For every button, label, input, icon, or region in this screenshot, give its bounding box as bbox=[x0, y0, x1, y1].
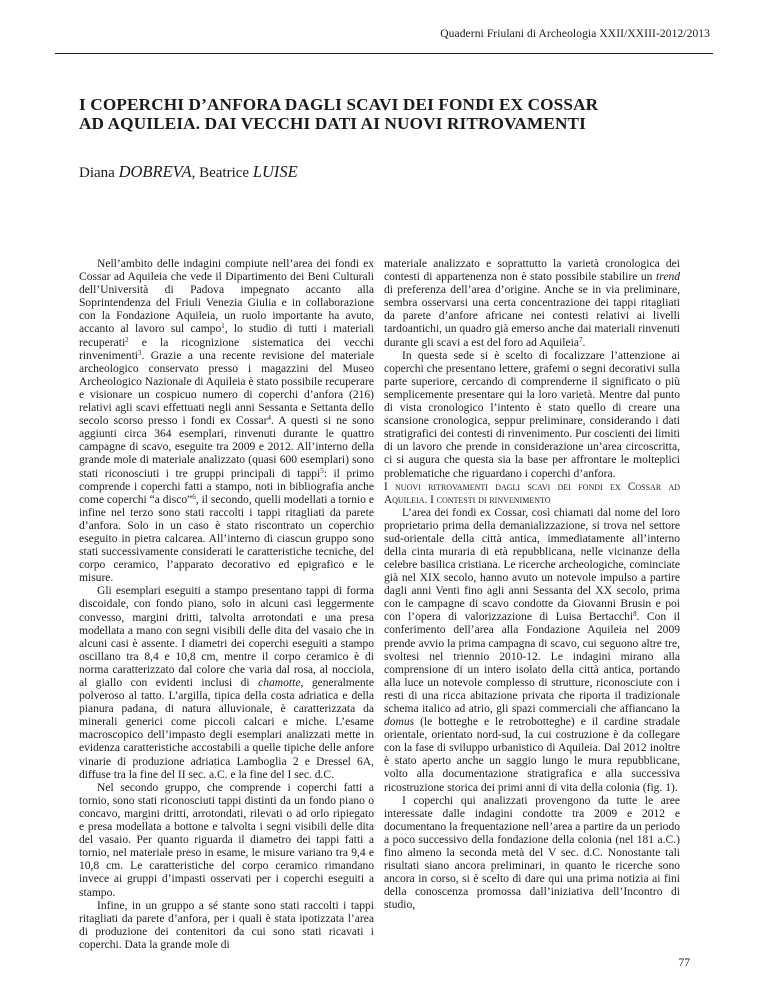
emphasis: chamotte bbox=[258, 677, 301, 689]
paragraph bbox=[79, 258, 374, 585]
paragraph: Nel secondo gruppo, che comprende i coperchi fatti a tornio, sono stati riconosciuti tappi distinti da un fondo piano o concavo, margini dritti, arrotondati, rilevati o ad orlo ripiegato e presa modellata a bottone e talvolta i segni visibili delle dita del vasaio. Per quanto riguarda il diametro dei tappi fatti a tornio, nel materiale preso in esame, le misure variano tra 9,4 e 10,8 cm. Le caratteristiche del corpo ceramico rimandano invece ai gruppi d’impasti osservati per i coperchi eseguiti a stampo. bbox=[79, 781, 374, 899]
text-run: : il primo comprende i coperchi fatti a stampo, noti in bibliografia anche come coperchi “a disco” bbox=[79, 467, 374, 506]
footnote-ref[interactable]: 6 bbox=[192, 492, 196, 501]
author-2-surname: LUISE bbox=[252, 162, 298, 181]
title-line-1: I COPERCHI D’ANFORA DAGLI SCAVI DEI FONDI EX COSSAR bbox=[79, 95, 599, 114]
text-run: L’area dei fondi ex Cossar, così chiamati dal nome del loro proprietario prima della demanializzazione, si trova nel settore sud-orientale della città antica, immediatamente all’interno della cinta muraria di età repubblicana, nelle vicinanze della celebre basilica cristiana. Le ricerche archeologiche, cominciate già nel XIX secolo, hanno avuto un notevole impulso a partire dagli anni Venti fino agli anni Sessanta del XX secolo, prima con le campagne di scavo condotte da Giovanni Brusin e poi con l’opera di valorizzazione di Luisa Bertacchi bbox=[384, 506, 680, 624]
author-separator: , bbox=[191, 165, 196, 181]
text-run: , generalmente polveroso al tatto. L’argilla, tipica della costa adriatica e della pianura padana, di natura alluvionale, è caratterizzata da minerali generici come piccoli calcari e miche. L’esame macroscopico dell’impasto degli esemplari analizzati mette in evidenza caratteristiche accostabili a quelle tipiche delle anfore vinarie di produzione adriatica Lamboglia 2 e Dressel 6A, diffuse tra la fine del II sec. a.C. e la fine del I sec. d.C. bbox=[79, 677, 375, 781]
author-2-given: Beatrice bbox=[199, 165, 250, 181]
emphasis: domus bbox=[384, 716, 415, 729]
text-run: Gli esemplari eseguiti a stampo presentano tappi di forma discoidale, con fondo piano, solo in alcuni casi leggermente convesso, margini dritti, talvolta arrotondati e una presa modellata a mano con segni visibili delle dita del vasaio che in alcuni casi è assente. I diametri dei coperchi eseguiti a stampo oscillano tra 8,4 e 10,8 cm, mentre il corpo ceramico è di norma caratterizzato dal colore che varia dal rosa, al nocciola, al giallo con evidenti inclusi di bbox=[79, 585, 374, 689]
section-heading: I nuovi ritrovamenti dagli scavi dei fondi ex Cossar ad Aquileia. I contesti di rinvenimento bbox=[384, 480, 680, 506]
title-line-2: AD AQUILEIA. DAI VECCHI DATI AI NUOVI RITROVAMENTI bbox=[79, 114, 586, 133]
text-run: . Grazie a una recente revisione del materiale archeologico conservato presso i magazzini del Museo Archeologico Nazionale di Aquileia è stato possibile recuperare e visionare un cospicuo numero di coperchi d’anfora (216) relativi agli scavi effettuati negli anni Sessanta e Settanta dello secolo scorso presso i fondi ex Cossar bbox=[79, 349, 374, 428]
text-run: di preferenza dell’area d’origine. Anche se in via preliminare, sembra osservarsi una certa concentrazione dei tappi ritagliati da parete d’anfore africane nei contesti relativi ai livelli tardoantichi, un quadro già emerso anche dai materiali rinvenuti durante gli scavi a est del foro ad Aquileia bbox=[384, 284, 680, 349]
footnote-ref[interactable]: 5 bbox=[320, 466, 324, 475]
text-run: , lo studio di tutti i materiali recuperati bbox=[79, 323, 374, 349]
footnote-ref[interactable]: 7 bbox=[578, 335, 583, 344]
right-column bbox=[384, 258, 680, 913]
text-run: e la ricognizione sistematica dei vecchi rinvenimenti bbox=[79, 336, 374, 362]
text-run: Nell’ambito delle indagini compiute nell’area dei fondi ex Cossar ad Aquileia che vede il Dipartimento dei Beni Culturali dell’Università di Padova impegnato accanto alla Soprintendenza del Friuli Venezia Giulia e in collaborazione con la Fondazione Aquileia, un ruolo importante ha avuto, accanto al lavoro sul campo bbox=[79, 258, 374, 336]
text-run: . bbox=[582, 336, 586, 349]
paragraph: I coperchi qui analizzati provengono da tutte le aree interessate dalle indagini condotte tra 2009 e 2012 e documentano la frequentazione nell’area a partire da un periodo a poco successivo della fondazione della colonia (nel 181 a.C.) fino almeno la seconda metà del V sec. d.C. Nonostante tali risultati siano ancora preliminari, in quanto le ricerche sono ancora in corso, si è scelto di dare qui una prima notizia ai fini della conoscenza promossa dall’iniziativa dell’Incontro di studio, bbox=[384, 794, 680, 912]
footnote-ref[interactable]: 2 bbox=[125, 335, 129, 344]
header-rule bbox=[55, 53, 713, 54]
paragraph bbox=[384, 507, 680, 795]
paragraph bbox=[384, 258, 680, 350]
article-title bbox=[79, 95, 699, 133]
author-1-given: Diana bbox=[79, 165, 115, 181]
text-run: (le botteghe e le retrobotteghe) e il cardine stradale orientale, orientato nord-sud, la cui costruzione è da collegare con la fase di sviluppo urbanistico di Aquileia. Dal 2012 inoltre è stato aperto anche un saggio lungo le mura repubblicane, volto alla documentazione stratigrafica e alla successiva ricostruzione storica dei primi anni di vita della colonia (fig. 1). bbox=[384, 716, 680, 794]
text-run: , il secondo, quelli modellati a tornio e infine nel terzo sono stati raccolti i tappi ritagliati da parete d’anfora. Solo in un caso è stato riscontrato un coperchio eseguito in pietra calcarea. All’interno di ciascun gruppo sono stati successivamente considerati le caratteristiche tecniche, del corpo ceramico, l’apparato decorativo ed epigrafico e le misure. bbox=[79, 493, 374, 585]
paragraph: Infine, in un gruppo a sé stante sono stati raccolti i tappi ritagliati da parete d’anfora, per i quali è stata ipotizzata l’area di produzione dei contenitori da cui sono stati ricavati i coperchi. Data la grande mole di bbox=[79, 899, 374, 951]
footnote-ref[interactable]: 8 bbox=[633, 610, 637, 619]
page-number: 77 bbox=[678, 957, 690, 969]
footnote-ref[interactable]: 4 bbox=[267, 414, 271, 423]
left-column bbox=[79, 258, 374, 952]
emphasis: trend bbox=[656, 271, 680, 284]
paragraph: In questa sede si è scelto di focalizzare l’attenzione ai coperchi che presentano lettere, grafemi o segni decorativi sulla parte superiore, cercando di comprenderne il significato o più semplicemente presentare qui la loro varietà. Mentre dal punto di vista cronologico l’intento è stato quello di creare una scansione cronologica, seppur preliminare, considerando i dati stratigrafici dei contesti di rinvenimento. Pur coscienti dei limiti di un lavoro che prende in considerazione un’area circoscritta, ci si augura che questa sia la base per affrontare le molteplici problematiche che riguardano i coperchi d’anfora. bbox=[384, 349, 680, 480]
text-run: . A questi si ne sono aggiunti circa 364 esemplari, rinvenuti durante le quattro campagne di scavo, eseguite tra 2009 e 2012. All’interno della grande mole di materiale analizzato (quasi 600 esemplari) sono stati riconosciuti i tre gruppi principali di tappi bbox=[79, 415, 374, 480]
text-run: . Con il conferimento dell’area alla Fondazione Aquileia nel 2009 prende avvio la prima campagna di scavo, cui seguono altre tre, svoltesi nel triennio 2010-12. Le indagini mirano alla comprensione di un intero isolato della città antica, portando alla luce un notevole complesso di strutture, riconosciute con i resti di una ricca abitazione privata che riporta il tradizionale schema italico ad atrio, gli spazi commerciali che affiancano la bbox=[384, 611, 680, 715]
paragraph bbox=[79, 585, 374, 781]
journal-header: Quaderni Friulani di Archeologia XXII/XXIII-2012/2013 bbox=[440, 28, 710, 40]
footnote-ref[interactable]: 3 bbox=[138, 348, 142, 357]
author-1-surname: DOBREVA bbox=[118, 162, 192, 181]
authors bbox=[79, 162, 298, 182]
footnote-ref[interactable]: 1 bbox=[221, 322, 225, 331]
text-run: materiale analizzato e soprattutto la varietà cronologica dei contesti di appartenenza non è stato possibile stabilire un bbox=[384, 258, 680, 284]
